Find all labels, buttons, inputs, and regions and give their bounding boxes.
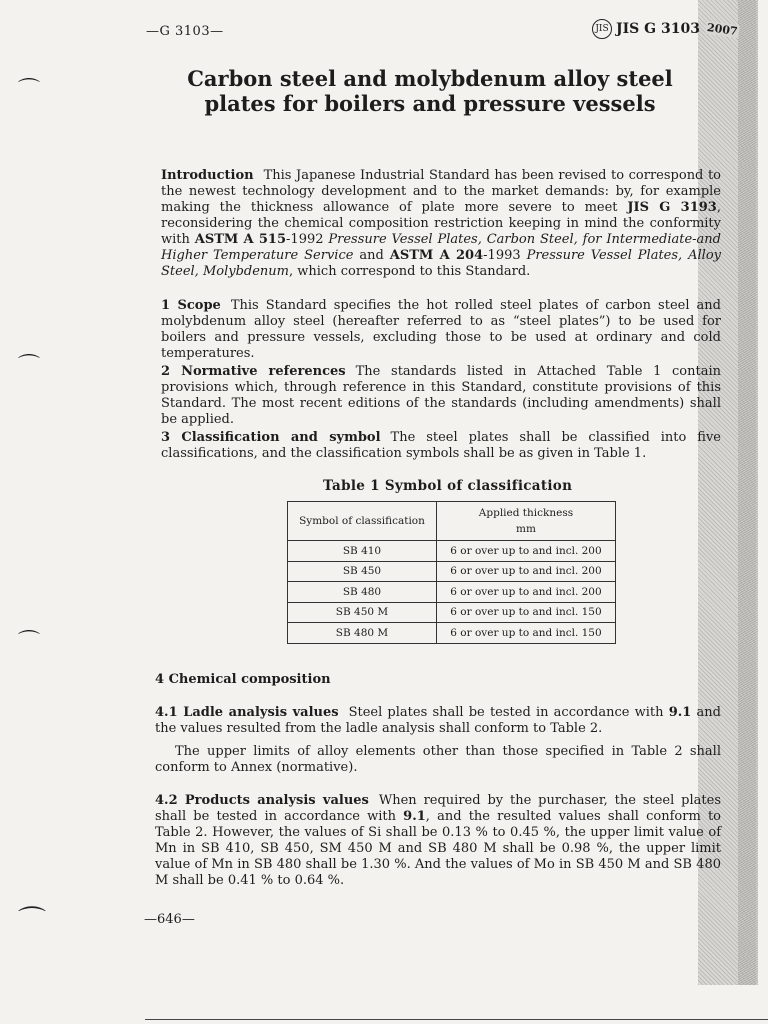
table-1-caption: Table 1 Symbol of classification [323, 478, 573, 494]
table-row [288, 541, 616, 562]
introduction-heading: Introduction [161, 168, 254, 183]
scope-text: This Standard specifies the hot rolled steel plates of carbon steel and molybdenum alloy steel (hereafter referred to as “steel plates”) to be used for boilers and pressure vessels, excluding those to be used at ordinary and cold temperatures. [161, 298, 721, 361]
year-stamp: 2007 [706, 20, 739, 38]
intro-text: -1993 [483, 248, 527, 263]
chem-heading-text: 4 Chemical composition [155, 672, 331, 687]
ladle-analysis-section [155, 705, 721, 737]
table-cell-thickness: 6 or over up to and incl. 200 [436, 582, 615, 603]
bottom-rule [145, 1019, 768, 1020]
classification-text: The steel plates shall be classified into five classifications, and the classification symbols shall be as given in Table 1. [161, 430, 721, 461]
table-cell-symbol: SB 410 [288, 541, 437, 562]
ladle-heading: 4.1 Ladle analysis values [155, 705, 339, 720]
products-ref: 9.1 [403, 809, 426, 824]
products-text: , and the resulted values shall conform to Table 2. However, the values of Si shall be 0.13 % to 0.45 %, the upper limit value of Mn in SB 410, SB 450, SM 450 M and SB 480 M shall be 0.98 %, the upper limit value of Mn in SB 480 shall be 1.30 %. And the values of Mo in SB 450 M and SB 480 M shall be 0.41 % to 0.64 %. [155, 809, 721, 888]
margin-mark: ⌒ [18, 904, 47, 937]
ladle-ref: 9.1 [668, 705, 692, 720]
classification-section [161, 430, 721, 462]
table-header-thickness [436, 502, 615, 541]
table-cell-symbol: SB 450 M [288, 602, 437, 623]
products-heading: 4.2 Products analysis values [155, 793, 369, 808]
margin-mark: ⌒ [18, 354, 41, 379]
products-text: When required by the purchaser, the steel plates shall be tested in accordance with [155, 793, 721, 824]
intro-text: This Japanese Industrial Standard has been revised to correspond to the newest technology development and to the market demands: by, for example making the thickness allowance of plate more severe to meet [161, 168, 721, 215]
table-cell-thickness: 6 or over up to and incl. 200 [436, 561, 615, 582]
page-title [150, 66, 710, 116]
table-row [288, 602, 616, 623]
header-symbol-label: Symbol of classification [299, 515, 425, 527]
table-cell-symbol: SB 480 M [288, 623, 437, 644]
scope-section [161, 298, 721, 362]
intro-ref-astm-515: ASTM A 515 [194, 232, 287, 247]
products-analysis-section [155, 793, 721, 889]
table-cell-thickness: 6 or over up to and incl. 200 [436, 541, 615, 562]
ladle-text: and the values resulted from the ladle analysis shall conform to Table 2. [155, 705, 721, 736]
scanned-edge-texture [738, 0, 758, 985]
page-number: —646— [144, 912, 195, 927]
scope-heading: 1 Scope [161, 298, 221, 313]
table-row [288, 561, 616, 582]
table-row [288, 582, 616, 603]
classification-heading: 3 Classification and symbol [161, 430, 381, 445]
header-thickness-unit: mm [516, 523, 536, 535]
title-line-1: Carbon steel and molybdenum alloy steel [187, 66, 673, 91]
header-standard-number: JIS G 3103 [616, 21, 700, 37]
ladle-analysis-paragraph-2: The upper limits of alloy elements other than those specified in Table 2 shall conform to Annex (normative). [155, 744, 721, 775]
intro-italic-title: Pressure Vessel Plates, Carbon Steel, for Intermediate-and Higher Temperature Service [161, 232, 722, 263]
normative-text: The standards listed in Attached Table 1 contain provisions which, through reference in this Standard, constitute provisions of this Standard. The most recent editions of the standards (including amendments) shall be applied. [161, 364, 721, 427]
table-cell-symbol: SB 480 [288, 582, 437, 603]
intro-text: and [353, 248, 390, 263]
margin-mark: ⌒ [18, 78, 41, 103]
intro-italic-title: Pressure Vessel Plates, Alloy Steel, Molybdenum [161, 248, 721, 279]
title-line-2: plates for boilers and pressure vessels [204, 91, 656, 116]
intro-text: , which correspond to this Standard. [289, 264, 531, 279]
table-row [288, 623, 616, 644]
jis-mark-icon: JIS [592, 19, 612, 39]
classification-table [287, 501, 616, 644]
intro-text: -1992 [286, 232, 329, 247]
ladle-text: Steel plates shall be tested in accordance with [348, 705, 669, 720]
intro-text: , reconsidering the chemical composition restriction keeping in mind the conformity with [161, 200, 721, 247]
normative-heading: 2 Normative references [161, 364, 346, 379]
intro-ref-jis: JIS G 3193 [627, 200, 717, 215]
introduction-paragraph [161, 168, 721, 280]
normative-references-section [161, 364, 721, 428]
table-cell-symbol: SB 450 [288, 561, 437, 582]
chemical-composition-heading [155, 672, 715, 688]
header-doc-number: —G 3103— [146, 24, 224, 39]
intro-ref-astm-204: ASTM A 204 [389, 248, 484, 263]
margin-mark: ⌒ [18, 630, 41, 655]
table-header-symbol [288, 502, 437, 541]
header-thickness-label: Applied thickness [478, 507, 574, 519]
table-cell-thickness: 6 or over up to and incl. 150 [436, 602, 615, 623]
header-jis-label [592, 19, 739, 39]
table-cell-thickness: 6 or over up to and incl. 150 [436, 623, 615, 644]
